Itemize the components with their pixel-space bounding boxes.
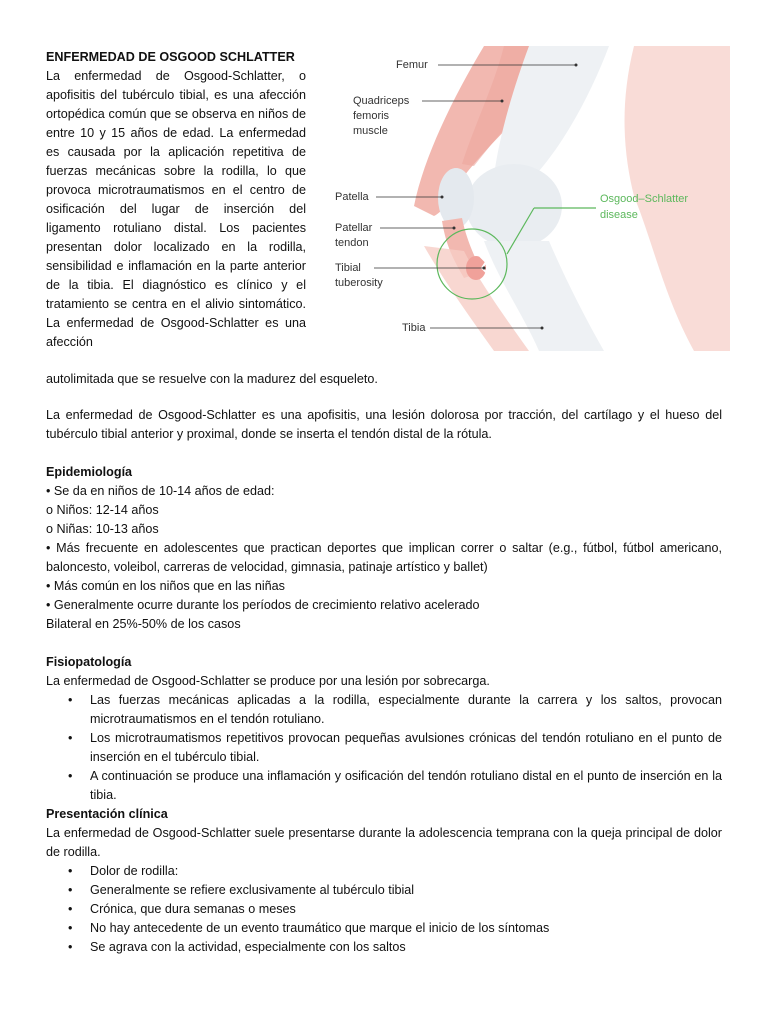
physiopathology-list [46,691,722,805]
label-tibial-tuberosity-2: tuberosity [335,277,383,289]
main-body [46,406,722,957]
label-patellar-tendon-2: tendon [335,237,369,249]
clinical-list [46,862,722,957]
epidemiology-line: o Niños: 12-14 años [46,503,159,517]
label-quadriceps: Quadriceps [353,95,410,107]
list-item: • Generalmente se refiere exclusivamente al tubérculo tibial [46,881,722,900]
epidemiology-line: • Más frecuente en adolescentes que practican deportes que implican correr o saltar (e.g., fútbol, fútbol americano, baloncesto, voleibol, carreras de velocidad, gimnasia, patinaje artístico y ballet) [46,541,722,574]
epidemiology-heading: Epidemiología [46,465,133,479]
definition-paragraph: La enfermedad de Osgood-Schlatter es una apofisitis, una lesión dolorosa por tracción, del cartílago y el hueso del tubérculo tibial anterior y proximal, donde se inserta el tendón distal de la rótula. [46,408,722,441]
intro-paragraph: La enfermedad de Osgood-Schlatter, o apofisitis del tubérculo tibial, es una afección ortopédica común que se observa en niños de entre 10 y 15 años de edad. La enfermedad es causada por la aplicación repetitiva de fuerzas mecánicas sobre la rodilla, lo que provoca microtraumatismos en el centro de osificación del lugar de inserción del ligamento rotuliano distal. Los pacientes presentan dolor localizado en la rodilla, sensibilidad e inflamación en la parte anterior de la tibia. El diagnóstico es clínico y el tratamiento se centra en el alivio sintomático. La enfermedad de Osgood-Schlatter es una afección [46,69,306,349]
label-osgood-disease: disease [600,209,638,221]
list-item: • Dolor de rodilla: [46,862,722,881]
epidemiology-line: • Generalmente ocurre durante los períodos de crecimiento relativo acelerado [46,598,480,612]
epidemiology-line: • Se da en niños de 10-14 años de edad: [46,484,275,498]
label-patellar-tendon: Patellar [335,222,373,234]
knee-anatomy-illustration [334,46,730,351]
intro-continuation: autolimitada que se resuelve con la madurez del esqueleto. [46,372,378,386]
physiopathology-heading: Fisiopatología [46,655,132,669]
label-tibial-tuberosity: Tibial [335,262,361,274]
physiopathology-intro: La enfermedad de Osgood-Schlatter se produce por una lesión por sobrecarga. [46,674,490,688]
list-item: • Los microtraumatismos repetitivos provocan pequeñas avulsiones crónicas del tendón rotuliano en el punto de inserción en el tubérculo tibial. [46,729,722,767]
epidemiology-line: o Niñas: 10-13 años [46,522,159,536]
list-item: • Crónica, que dura semanas o meses [46,900,722,919]
document-title: ENFERMEDAD DE OSGOOD SCHLATTER [46,50,295,64]
list-item: • Se agrava con la actividad, especialmente con los saltos [46,938,722,957]
knee-anatomy-figure [334,46,730,351]
list-item: • No hay antecedente de un evento traumático que marque el inicio de los síntomas [46,919,722,938]
label-osgood-schlatter: Osgood–Schlatter [600,193,689,205]
label-tibia: Tibia [402,322,426,334]
epidemiology-line: • Más común en los niños que en las niñas [46,579,285,593]
label-femur: Femur [396,59,428,71]
list-item: • Las fuerzas mecánicas aplicadas a la rodilla, especialmente durante la carrera y los saltos, provocan microtraumatismos en el tendón rotuliano. [46,691,722,729]
label-quadriceps-2: femoris [353,110,390,122]
list-item: • A continuación se produce una inflamación y osificación del tendón rotuliano distal en el punto de inserción en la tibia. [46,767,722,805]
label-quadriceps-3: muscle [353,125,388,137]
clinical-intro: La enfermedad de Osgood-Schlatter suele presentarse durante la adolescencia temprana con la queja principal de dolor de rodilla. [46,826,722,859]
clinical-heading: Presentación clínica [46,807,168,821]
epidemiology-line: Bilateral en 25%-50% de los casos [46,617,241,631]
label-patella: Patella [335,191,369,203]
intro-block [46,48,306,352]
